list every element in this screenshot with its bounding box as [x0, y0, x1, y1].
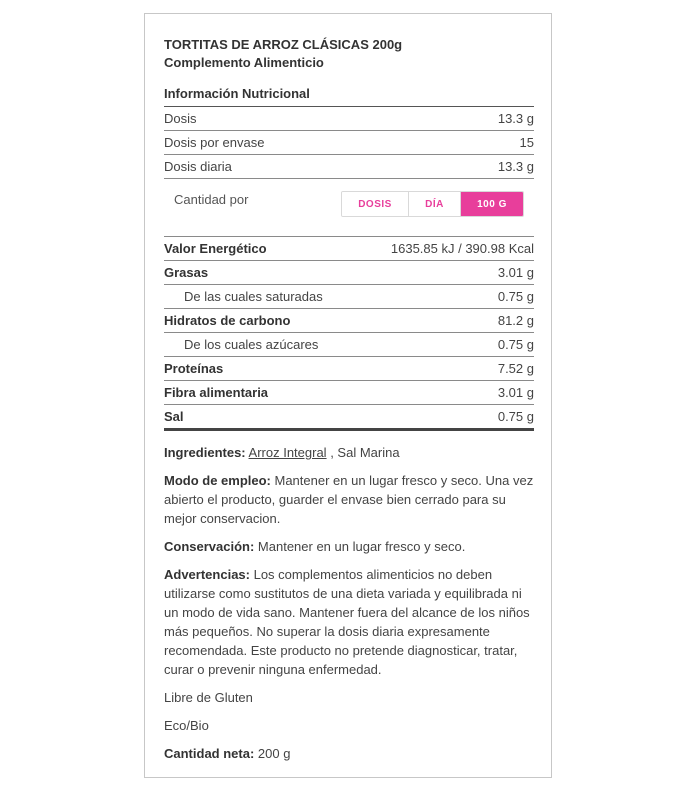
- usage-text: [164, 471, 534, 528]
- warnings-text: [164, 565, 534, 679]
- nutrient-row-fiber: [164, 381, 534, 405]
- toggle-100g-button[interactable]: 100 G: [461, 192, 523, 216]
- ingredients-text: [164, 443, 534, 462]
- conservation-body: Mantener en un lugar fresco y seco.: [254, 539, 466, 554]
- ingredients-rest: , Sal Marina: [326, 445, 400, 460]
- net-quantity-body: 200 g: [254, 746, 291, 761]
- usage-key: Modo de empleo:: [164, 473, 271, 488]
- nutrient-value: 3.01 g: [497, 385, 534, 400]
- nutrient-value: 0.75 g: [497, 289, 534, 304]
- nutrient-row-sugars: [164, 333, 534, 357]
- daily-dose-label: Dosis diaria: [164, 159, 232, 174]
- quantity-toggle: [341, 191, 524, 217]
- dose-value: 13.3 g: [497, 111, 534, 126]
- conservation-key: Conservación:: [164, 539, 255, 554]
- nutrient-value: 81.2 g: [497, 313, 534, 328]
- doses-per-pack-value: 15: [519, 135, 534, 150]
- nutrient-row-fat: [164, 261, 534, 285]
- conservation-text: [164, 537, 534, 556]
- daily-dose-row: [164, 155, 534, 179]
- doses-per-pack-row: [164, 131, 534, 155]
- nutrient-label: De las cuales saturadas: [184, 289, 323, 304]
- usage-body: Mantener en un lugar fresco y seco. Una vez abierto el producto, guarder el envase bien cerrado para su mejor conservacion.: [164, 473, 534, 526]
- nutrient-label: Proteínas: [164, 361, 224, 376]
- product-subtitle: Complemento Alimenticio: [164, 55, 324, 70]
- nutrition-panel: [144, 13, 552, 778]
- nutrient-label: Hidratos de carbono: [164, 313, 291, 328]
- nutrient-label: Fibra alimentaria: [164, 385, 269, 400]
- nutrient-value: 1635.85 kJ / 390.98 Kcal: [390, 241, 534, 256]
- ingredient-link[interactable]: Arroz Integral: [248, 445, 327, 460]
- warnings-body: Los complementos alimenticios no deben utilizarse como sustitutos de una dieta variada y equilibrada ni un modo de vida sano. Mantener fuera del alcance de los niños más pequeños. No superar la dosis diaria expresamente recomendada. Este producto no pretende diagnosticar, tratar, curar o prevenir ninguna enfermedad.: [164, 567, 530, 677]
- nutrient-value: 0.75 g: [497, 337, 534, 352]
- nutrient-label: Valor Energético: [164, 241, 267, 256]
- panel-content: [164, 36, 534, 763]
- nutrient-row-saturated: [164, 285, 534, 309]
- nutrient-label: Grasas: [164, 265, 209, 280]
- product-title: TORTITAS DE ARROZ CLÁSICAS 200g: [164, 37, 403, 52]
- nutrient-row-energy: [164, 237, 534, 261]
- quantity-per-label: Cantidad por: [174, 192, 249, 207]
- net-quantity-text: [164, 744, 534, 763]
- quantity-per-row: [164, 179, 534, 237]
- net-quantity-key: Cantidad neta:: [164, 746, 255, 761]
- nutrient-value: 7.52 g: [497, 361, 534, 376]
- nutrient-label: Sal: [164, 409, 184, 424]
- nutrient-row-carbs: [164, 309, 534, 333]
- dose-label: Dosis: [164, 111, 197, 126]
- gluten-free-text: Libre de Gluten: [164, 690, 253, 705]
- toggle-dosis-button[interactable]: DOSIS: [342, 192, 409, 216]
- dose-row: [164, 107, 534, 131]
- nutrient-label: De los cuales azúcares: [184, 337, 319, 352]
- nutrient-value: 3.01 g: [497, 265, 534, 280]
- nutrient-value: 0.75 g: [497, 409, 534, 424]
- daily-dose-value: 13.3 g: [497, 159, 534, 174]
- nutrient-row-salt: [164, 405, 534, 431]
- toggle-dia-button[interactable]: DÍA: [409, 192, 461, 216]
- doses-per-pack-label: Dosis por envase: [164, 135, 265, 150]
- eco-bio-text: Eco/Bio: [164, 718, 209, 733]
- ingredients-key: Ingredientes:: [164, 445, 246, 460]
- nutrient-row-protein: [164, 357, 534, 381]
- nutrition-heading: Información Nutricional: [164, 84, 534, 107]
- warnings-key: Advertencias:: [164, 567, 250, 582]
